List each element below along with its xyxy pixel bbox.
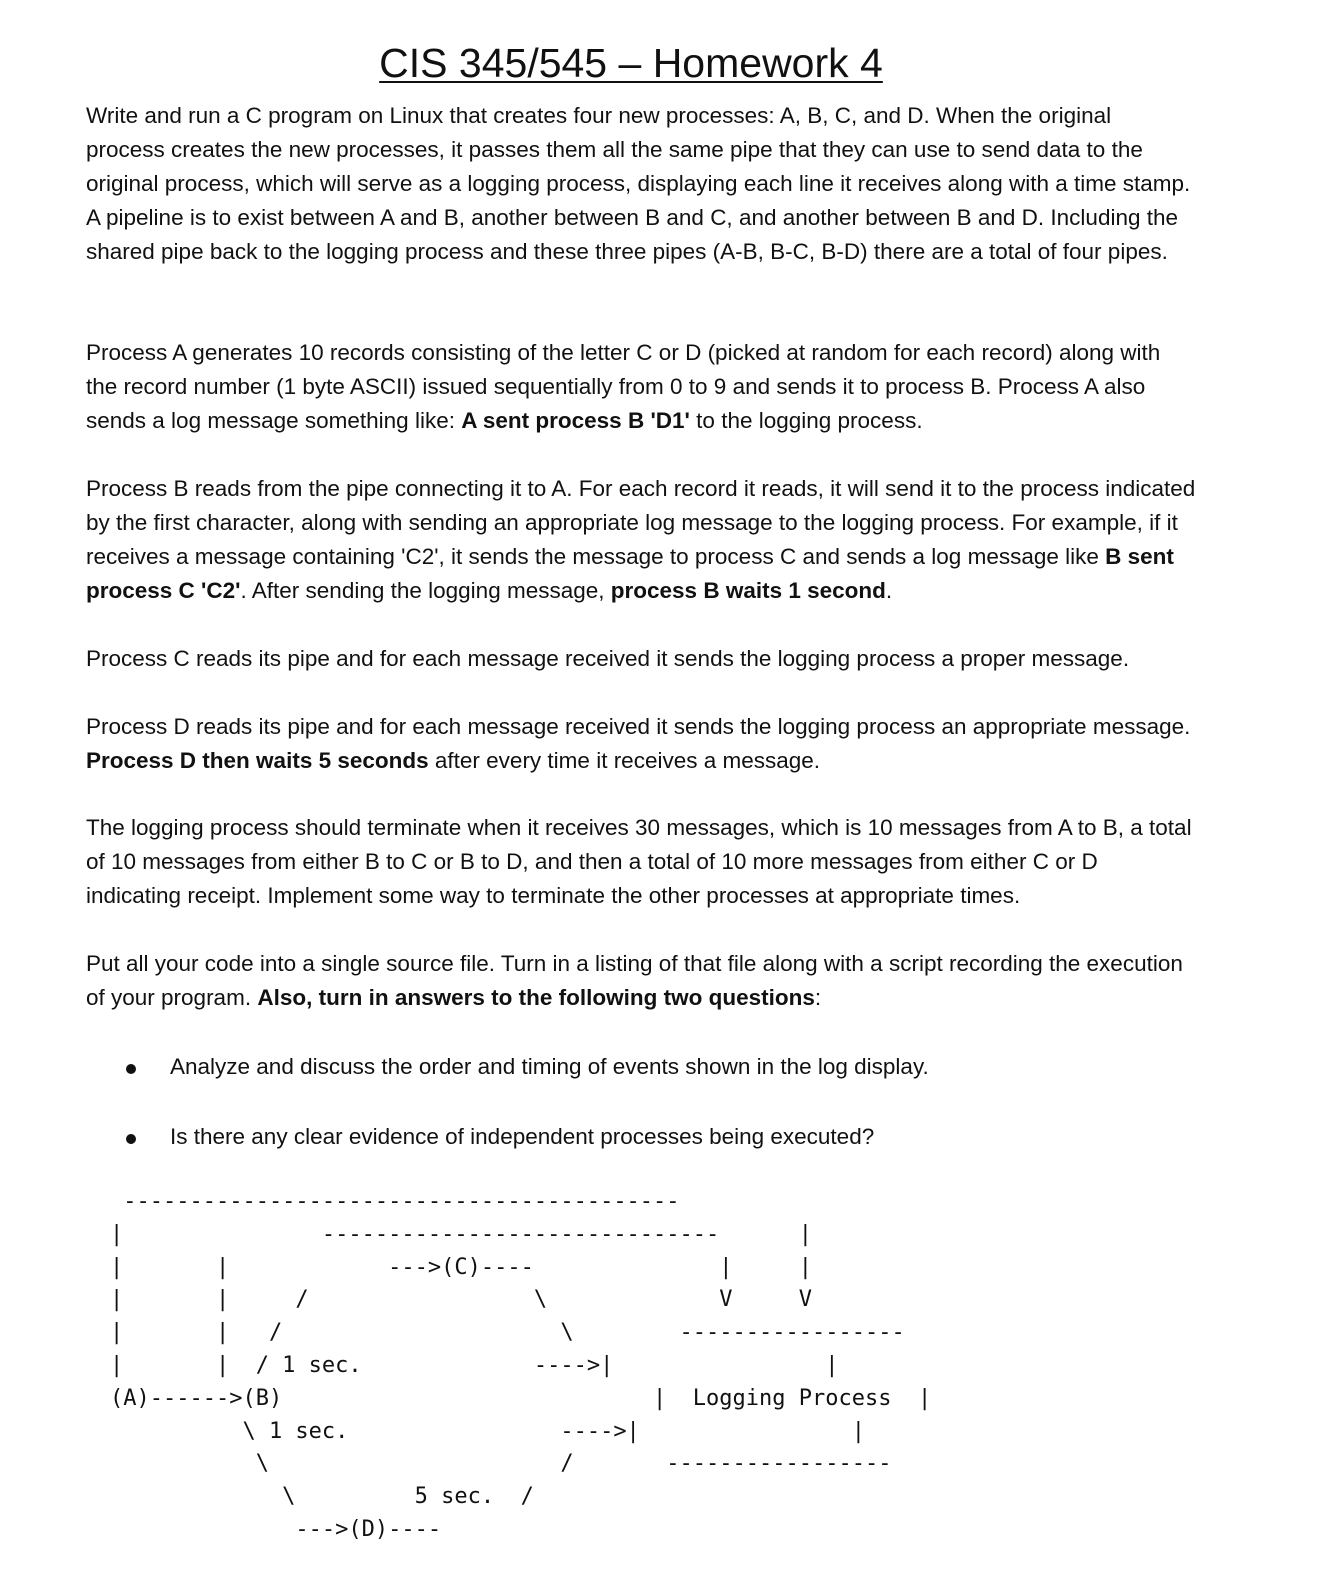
- process-a-text: Process A generates 10 records consisting of the letter C or D (picked at random for each record) along with the record number (1 byte ASCII) issued sequentially from 0 to 9 and sends it to process B. Process A also sends a log message something like:: [86, 340, 1161, 433]
- process-diagram: ------------------------------------------ | ------------------------------ | | | --->(C)---- | | | | / \ V V | | / \ ----------------- | | / 1 sec. ---->| | (A)------>(B) | Logging Process | \ 1 sec. ---->| | \ / ----------------- \ 5 sec. / --->(D)----: [110, 1189, 932, 1542]
- submission-text: Put all your code into a single source file. Turn in a listing of that file along with a script recording the execution of your program.: [86, 951, 1183, 1010]
- page-title: CIS 345/545 – Homework 4: [379, 40, 883, 86]
- logging-paragraph: The logging process should terminate when it receives 30 messages, which is 10 messages from A to B, a total of 10 messages from either B to C or B to D, and then a total of 10 more messages from either C or D indicating receipt. Implement some way to terminate the other processes at appropriate times.: [86, 815, 1192, 908]
- process-b-text: Process B reads from the pipe connecting it to A. For each record it reads, it will send it to the process indicated by the first character, along with sending an appropriate log message to the logging process. For example, if it receives a message containing 'C2', it sends the message to process C and sends a log message like: [86, 476, 1196, 569]
- process-d-text: Process D reads its pipe and for each message received it sends the logging process an appropriate message.: [86, 714, 1191, 739]
- bullet-icon: [126, 1064, 136, 1074]
- submission-questions: Also, turn in answers to the following two questions: [257, 985, 815, 1010]
- submission-paragraph: [86, 947, 1196, 1015]
- intro-paragraph: Write and run a C program on Linux that creates four new processes: A, B, C, and D. When the original process creates the new processes, it passes them all the same pipe that they can use to send data to the original process, which will serve as a logging process, displaying each line it receives along with a time stamp. A pipeline is to exist between A and B, another between B and C, and another between B and D. Including the shared pipe back to the logging process and these three pipes (A-B, B-C, B-D) there are a total of four pipes.: [86, 103, 1191, 264]
- process-b-text-mid: . After sending the logging message,: [240, 578, 611, 603]
- bullet-icon: [126, 1134, 136, 1144]
- question-1: Analyze and discuss the order and timing of events shown in the log display.: [170, 1054, 929, 1079]
- process-b-text-end: .: [885, 578, 893, 603]
- process-b-wait: process B waits 1 second: [610, 578, 886, 603]
- process-b-example: B sent process C 'C2': [86, 544, 1174, 603]
- process-a-text-end: to the logging process.: [689, 408, 923, 433]
- process-b-paragraph: [86, 472, 1196, 608]
- submission-colon: :: [814, 985, 822, 1010]
- question-2: Is there any clear evidence of independent processes being executed?: [170, 1124, 875, 1149]
- process-a-example: A sent process B 'D1': [461, 408, 690, 433]
- process-c-paragraph: Process C reads its pipe and for each message received it sends the logging process a proper message.: [86, 646, 1130, 671]
- process-d-wait: Process D then waits 5 seconds: [86, 748, 429, 773]
- process-a-paragraph: [86, 336, 1196, 438]
- process-d-text-end: after every time it receives a message.: [428, 748, 821, 773]
- process-d-paragraph: [86, 710, 1196, 778]
